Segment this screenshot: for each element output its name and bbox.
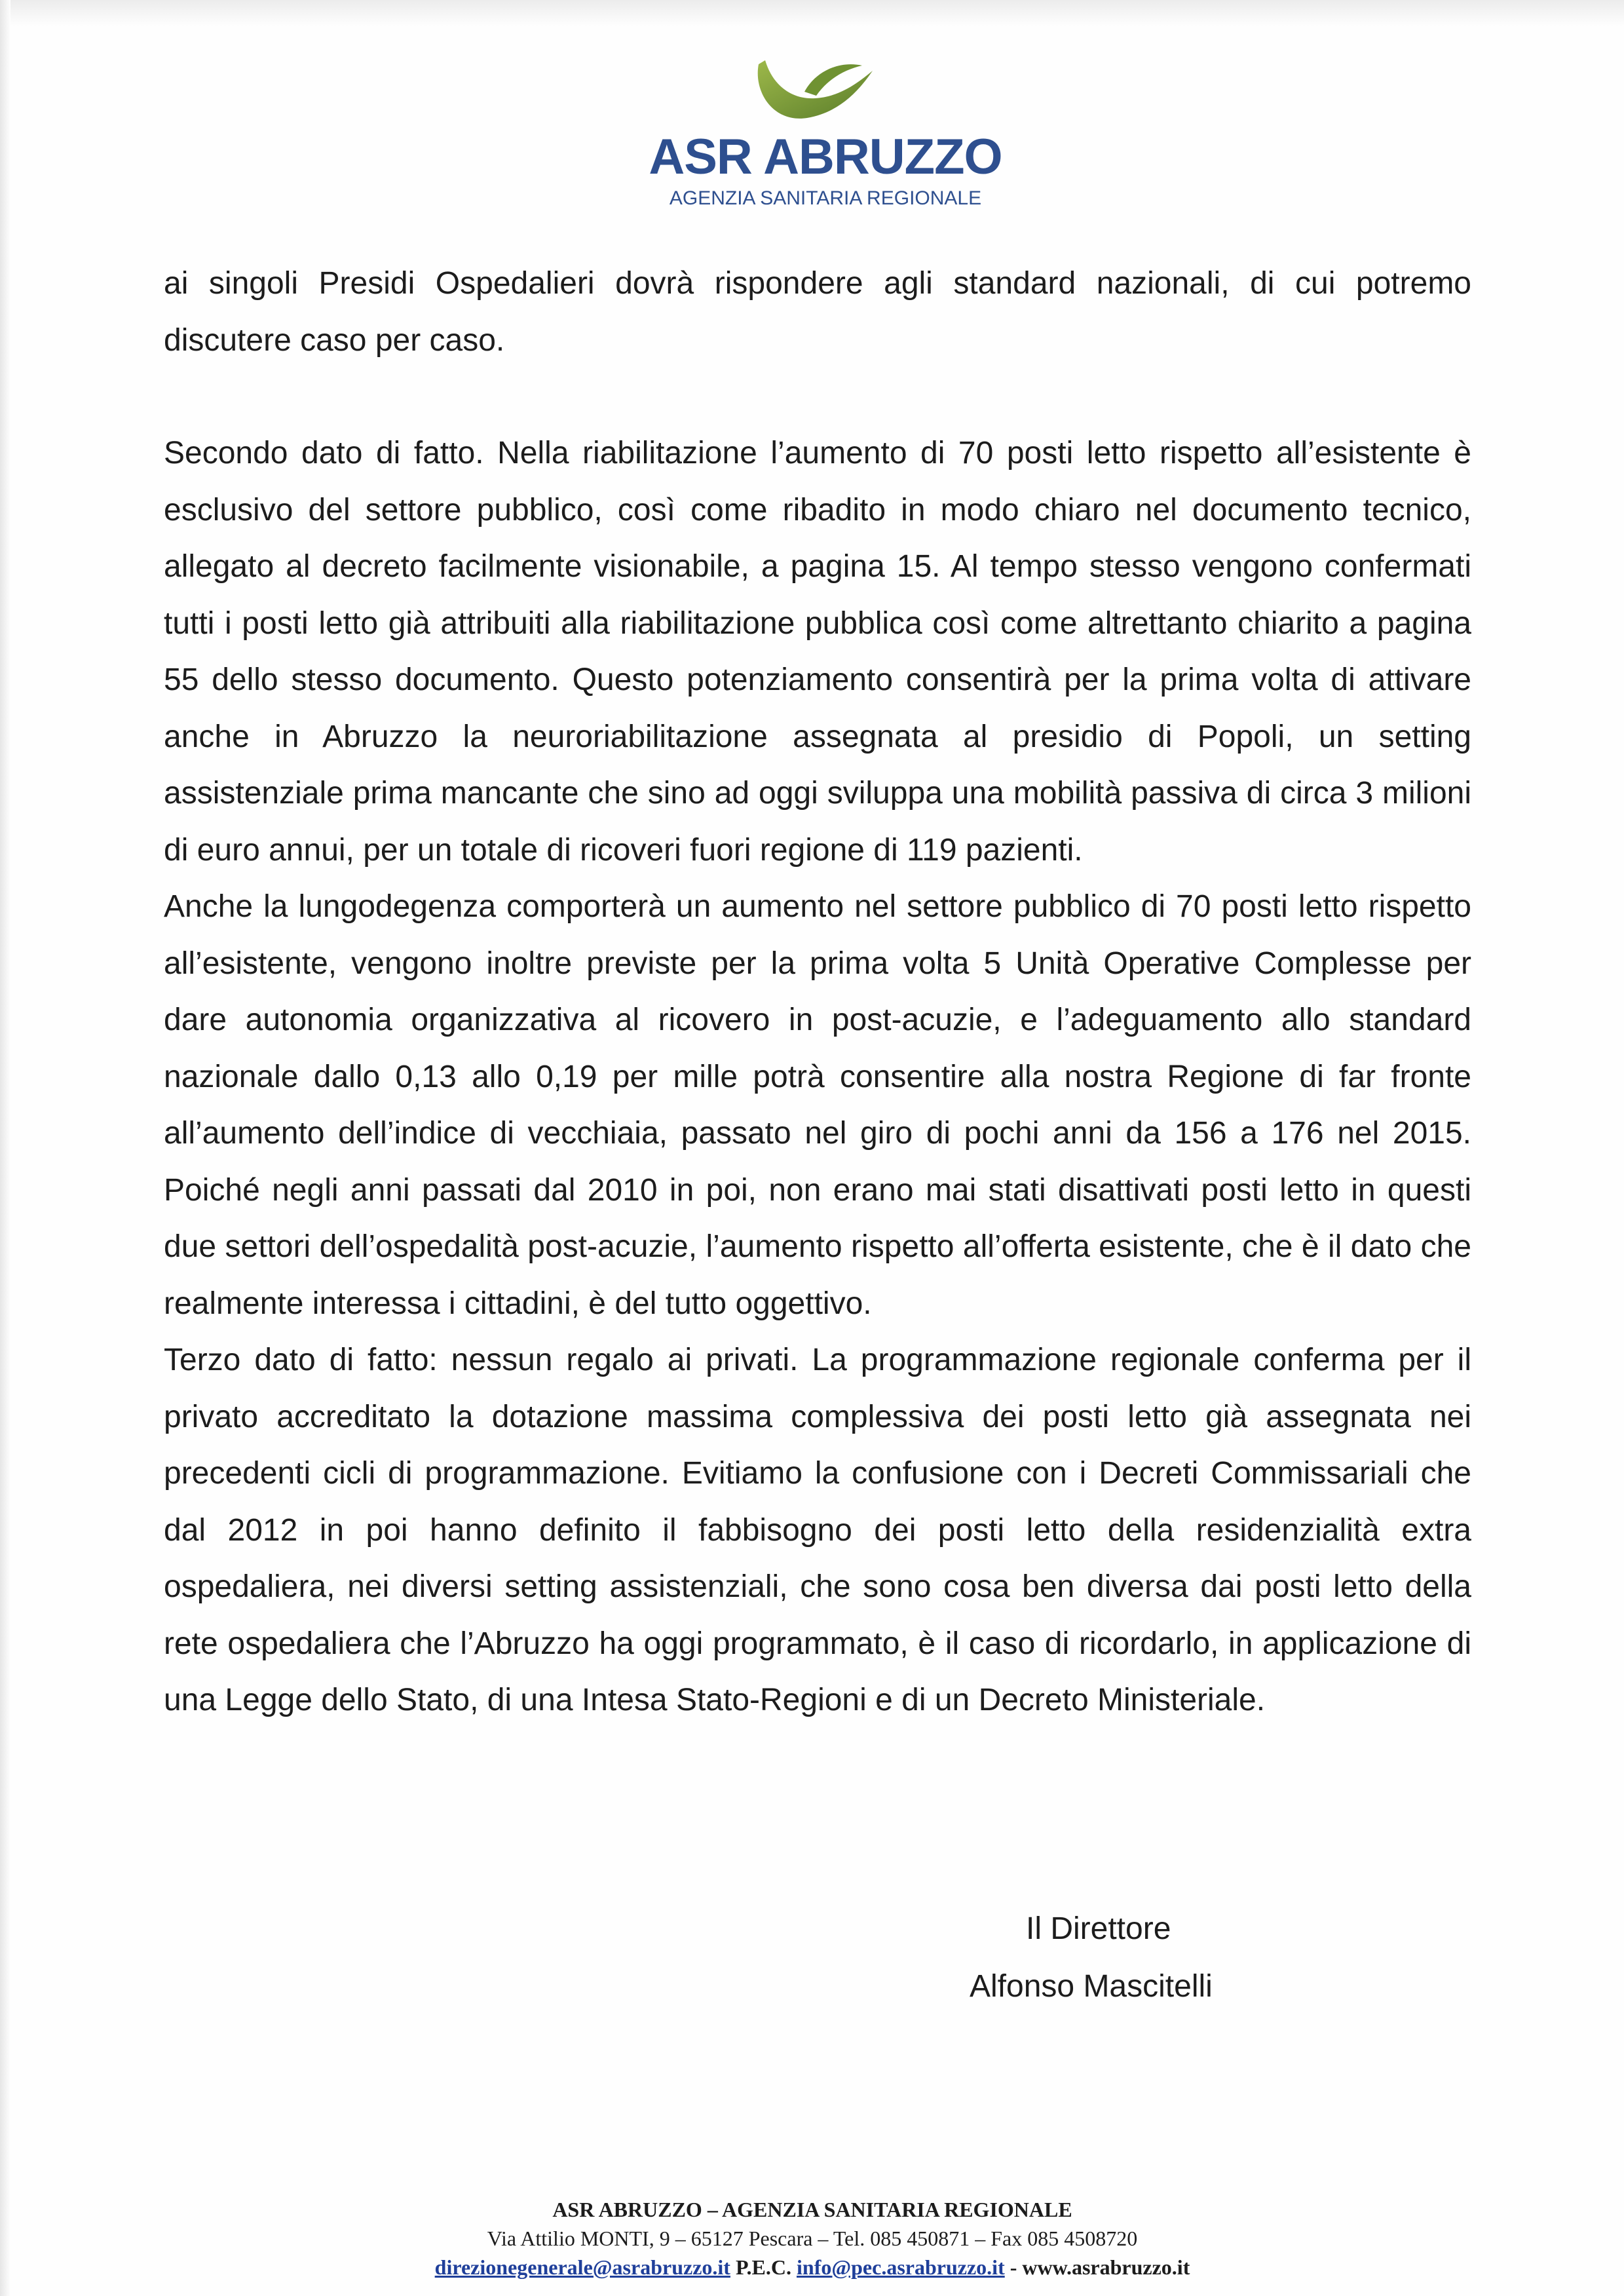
scan-shadow-left	[0, 0, 10, 2296]
paragraph-4: Terzo dato di fatto: nessun regalo ai privati. La programmazione regionale conferma per il privato accreditato la dotazione massima complessiva dei posti letto già assegnata nei precedenti cicli di programmazione. Evitiamo la confusione con i Decreti Commissariali che dal 2012 in poi hanno definito il fabbisogno dei posti letto della residenzialità extra ospedaliera, nei diversi setting assistenziali, che sono cosa ben diversa dai posti letto della rete ospedaliera che l’Abruzzo ha oggi programmato, è il caso di ricordarlo, in applicazione di una Legge dello Stato, di una Intesa Stato-Regioni e di un Decreto Ministeriale.	[164, 1343, 1471, 1717]
footer-pec-link[interactable]: info@pec.asrabruzzo.it	[797, 2255, 1005, 2279]
paragraph-3: Anche la lungodegenza comporterà un aumento nel settore pubblico di 70 posti letto rispetto all’esistente, vengono inoltre previste per la prima volta 5 Unità Operative Complesse per dare autonomia organizzativa al ricovero in post-acuzie, e l’adeguamento allo standard nazionale dallo 0,13 allo 0,19 per mille potrà consentire alla nostra Regione di far fronte all’aumento dell’indice di vecchiaia, passato nel giro di pochi anni da 156 a 176 nel 2015. Poiché negli anni passati dal 2010 in poi, non erano mai stati disattivati posti letto in questi due settori dell’ospedalità post-acuzie, l’aumento rispetto all’offerta esistente, che è il dato che realmente interessa i cittadini, è del tutto oggettivo.	[164, 889, 1471, 1321]
paragraph-1: ai singoli Presidi Ospedalieri dovrà rispondere agli standard nazionali, di cui potremo discutere caso per caso.	[164, 266, 1471, 358]
org-name: ASR ABRUZZO	[649, 129, 1002, 185]
leaf-swoosh-logo-icon	[747, 46, 878, 131]
footer-email-link[interactable]: direzionegenerale@asrabruzzo.it	[434, 2255, 730, 2279]
footer-pec-label: P.E.C.	[735, 2255, 791, 2279]
footer-org-name: ASR ABRUZZO – AGENZIA SANITARIA REGIONALE	[552, 2198, 1072, 2221]
footer-contacts	[328, 2253, 1297, 2282]
scan-shadow-top	[0, 0, 1624, 26]
signature-block	[970, 1900, 1297, 2016]
letterhead	[629, 46, 1022, 216]
paragraph-2: Secondo dato di fatto. Nella riabilitazione l’aumento di 70 posti letto rispetto all’esistente è esclusivo del settore pubblico, così come ribadito in modo chiaro nel documento tecnico, allegato al decreto facilmente visionabile, a pagina 15. Al tempo stesso vengono confermati tutti i posti letto già attribuiti alla riabilitazione pubblica così come altrettanto chiarito a pagina 55 dello stesso documento. Questo potenziamento consentirà per la prima volta di attivare anche in Abruzzo la neuroriabilitazione assegnata al presidio di Popoli, un setting assistenziale prima mancante che sino ad oggi sviluppa una mobilità passiva di circa 3 milioni di euro annui, per un totale di ricoveri fuori regione di 119 pazienti.	[164, 436, 1471, 868]
footer	[328, 2195, 1297, 2282]
footer-separator: -	[1010, 2255, 1017, 2279]
letter-body	[164, 256, 1471, 1729]
org-subtitle: AGENZIA SANITARIA REGIONALE	[669, 187, 982, 209]
signatory-role: Il Direttore	[1026, 1911, 1171, 1946]
footer-website-link[interactable]: www.asrabruzzo.it	[1022, 2255, 1190, 2279]
signatory-name: Alfonso Mascitelli	[970, 1969, 1213, 2004]
footer-address: Via Attilio MONTI, 9 – 65127 Pescara – Tel. 085 450871 – Fax 085 4508720	[487, 2227, 1138, 2250]
